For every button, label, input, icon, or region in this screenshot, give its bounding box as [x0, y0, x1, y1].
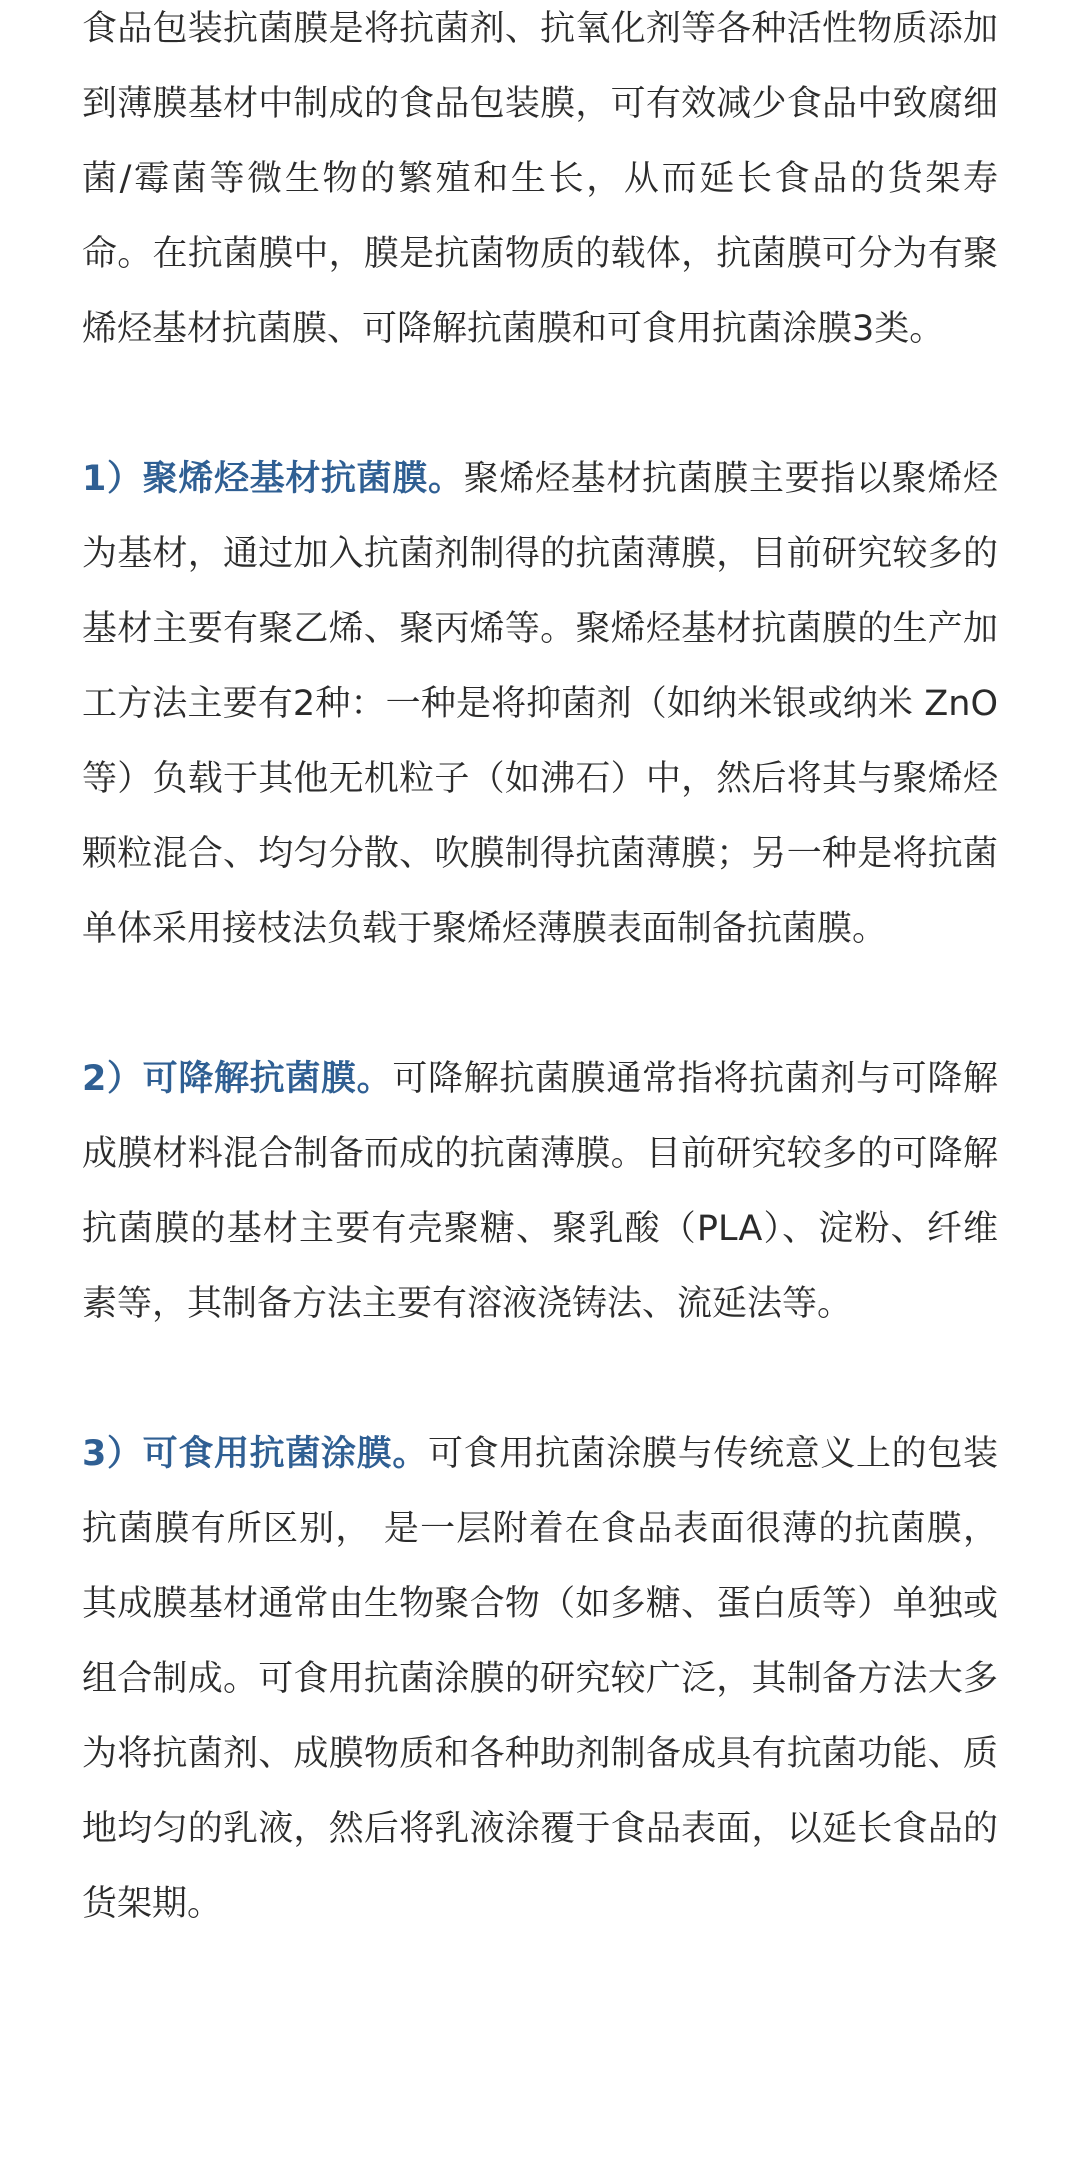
section-body: 可食用抗菌涂膜与传统意义上的包装抗菌膜有所区别， 是一层附着在食品表面很薄的抗菌膜，其成膜基材通常由生物聚合物（如多糖、蛋白质等）单独或组合制成。可食用抗菌涂膜的研究较广泛，其制备方法大多为将抗菌剂、成膜物质和各种助剂制备成具有抗菌功能、质地均匀的乳液，然后将乳液涂覆于食品表面，以延长食品的货架期。 — [82, 1434, 998, 1924]
section-heading: 2）可降解抗菌膜。 — [82, 1059, 393, 1099]
intro-paragraph: 食品包装抗菌膜是将抗菌剂、抗氧化剂等各种活性物质添加到薄膜基材中制成的食品包装膜，可有效减少食品中致腐细菌/霉菌等微生物的繁殖和生长，从而延长食品的货架寿命。在抗菌膜中，膜是抗菌物质的载体，抗菌膜可分为有聚烯烃基材抗菌膜、可降解抗菌膜和可食用抗菌涂膜3类。 — [82, 9, 998, 349]
section-polyolefin-film — [82, 442, 998, 967]
section-heading: 3）可食用抗菌涂膜。 — [82, 1434, 429, 1474]
section-body: 可降解抗菌膜通常指将抗菌剂与可降解成膜材料混合制备而成的抗菌薄膜。目前研究较多的可降解抗菌膜的基材主要有壳聚糖、聚乳酸（PLA）、淀粉、纤维素等，其制备方法主要有溶液浇铸法、流延法等。 — [82, 1059, 998, 1324]
section-degradable-film — [82, 1042, 998, 1342]
section-edible-coating — [82, 1417, 998, 1942]
section-body: 聚烯烃基材抗菌膜主要指以聚烯烃为基材，通过加入抗菌剂制得的抗菌薄膜，目前研究较多的基材主要有聚乙烯、聚丙烯等。聚烯烃基材抗菌膜的生产加工方法主要有2种：一种是将抑菌剂（如纳米银或纳米 ZnO 等）负载于其他无机粒子（如沸石）中，然后将其与聚烯烃颗粒混合、均匀分散、吹膜制得抗菌薄膜；另一种是将抗菌单体采用接枝法负载于聚烯烃薄膜表面制备抗菌膜。 — [82, 459, 998, 949]
section-heading: 1）聚烯烃基材抗菌膜。 — [82, 459, 464, 499]
